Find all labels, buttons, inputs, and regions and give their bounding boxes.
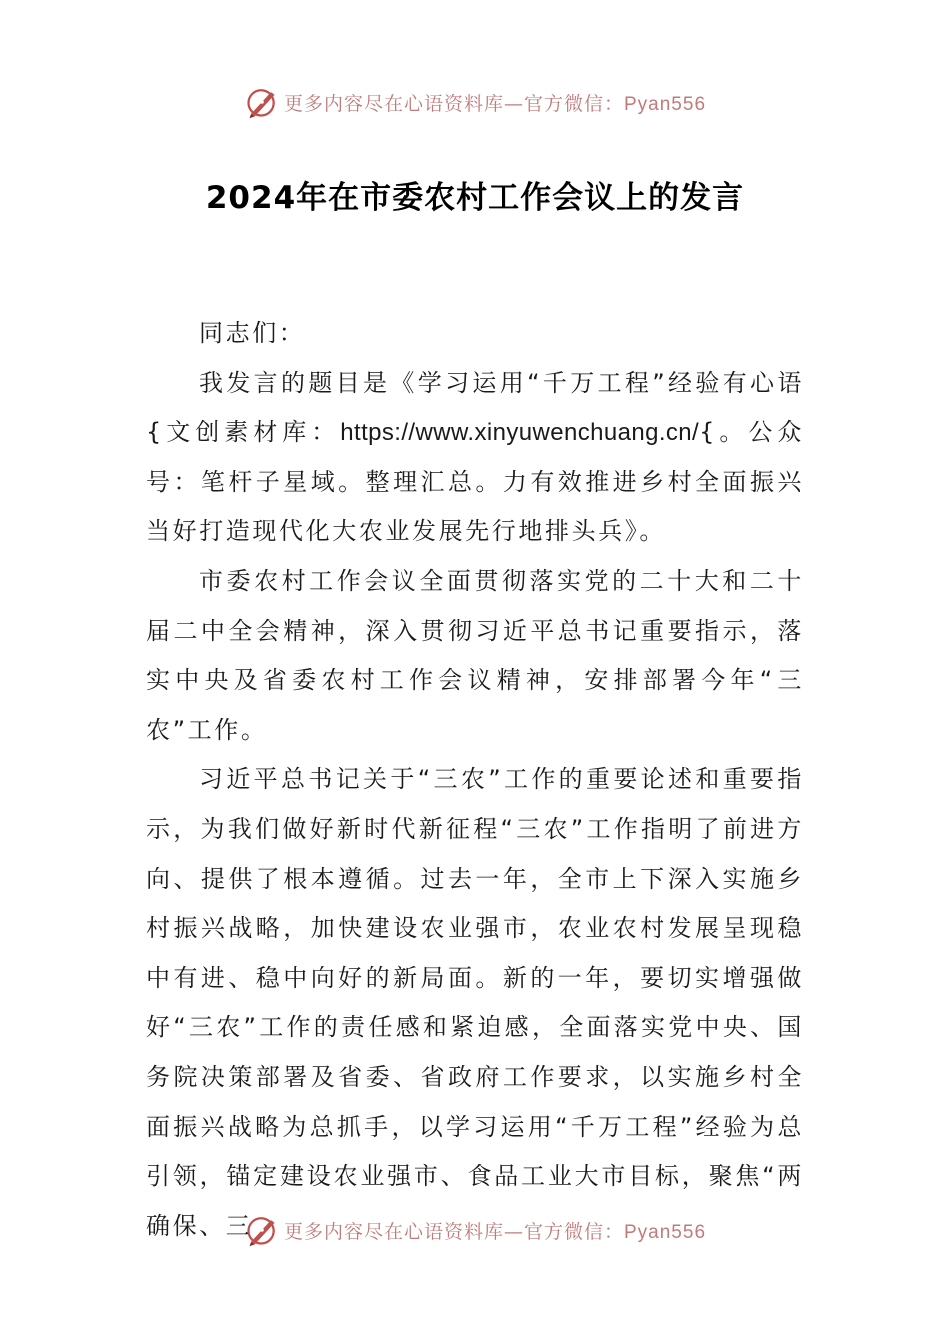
watermark-label: 更多内容尽在心语资料库—官方微信： <box>283 1220 624 1243</box>
pen-logo-icon <box>244 84 280 120</box>
salutation: 同志们： <box>199 319 306 347</box>
pen-logo-icon <box>244 1212 280 1248</box>
source-url-link[interactable]: https://www.xinyuwenchuang.cn/ <box>340 419 700 447</box>
watermark-banner-bottom <box>0 1208 950 1252</box>
paragraph-topic <box>146 359 804 557</box>
watermark-handle: Pyan556 <box>624 93 707 115</box>
watermark-handle: Pyan556 <box>624 1221 707 1243</box>
paragraph-instructions: 习近平总书记关于“三农”工作的重要论述和重要指示，为我们做好新时代新征程“三农”工作指明了前进方向、提供了根本遵循。过去一年，全市上下深入实施乡村振兴战略，加快建设农业强市，农业农村发展呈现稳中有进、稳中向好的新局面。新的一年，要切实增强做好“三农”工作的责任感和紧迫感，全面落实党中央、国务院决策部署及省委、省政府工作要求，以实施乡村全面振兴战略为总抓手，以学习运用“千万工程”经验为总引领，锚定建设农业强市、食品工业大市目标，聚焦“两确保、三 <box>146 765 804 1240</box>
watermark-banner-top <box>0 80 950 124</box>
watermark-label: 更多内容尽在心语资料库—官方微信： <box>283 92 624 115</box>
paragraph-topic-start: 我发言的题目是《学习运用“千万工程”经验有心语{文创素材库： <box>146 368 804 447</box>
document-title: 2024年在市委农村工作会议上的发言 <box>205 180 745 216</box>
watermark-text-top <box>284 89 706 116</box>
paragraph-meeting: 市委农村工作会议全面贯彻落实党的二十大和二十届二中全会精神，深入贯彻习近平总书记重要指示，落实中央及省委农村工作会议精神，安排部署今年“三农”工作。 <box>146 566 804 744</box>
document-body <box>146 309 804 1251</box>
paragraph-topic-end: {。公众号：笔杆子星域。整理汇总。力有效推进乡村全面振兴当好打造现代化大农业发展先行地排头兵》。 <box>146 418 804 546</box>
watermark-text-bottom <box>284 1217 706 1244</box>
